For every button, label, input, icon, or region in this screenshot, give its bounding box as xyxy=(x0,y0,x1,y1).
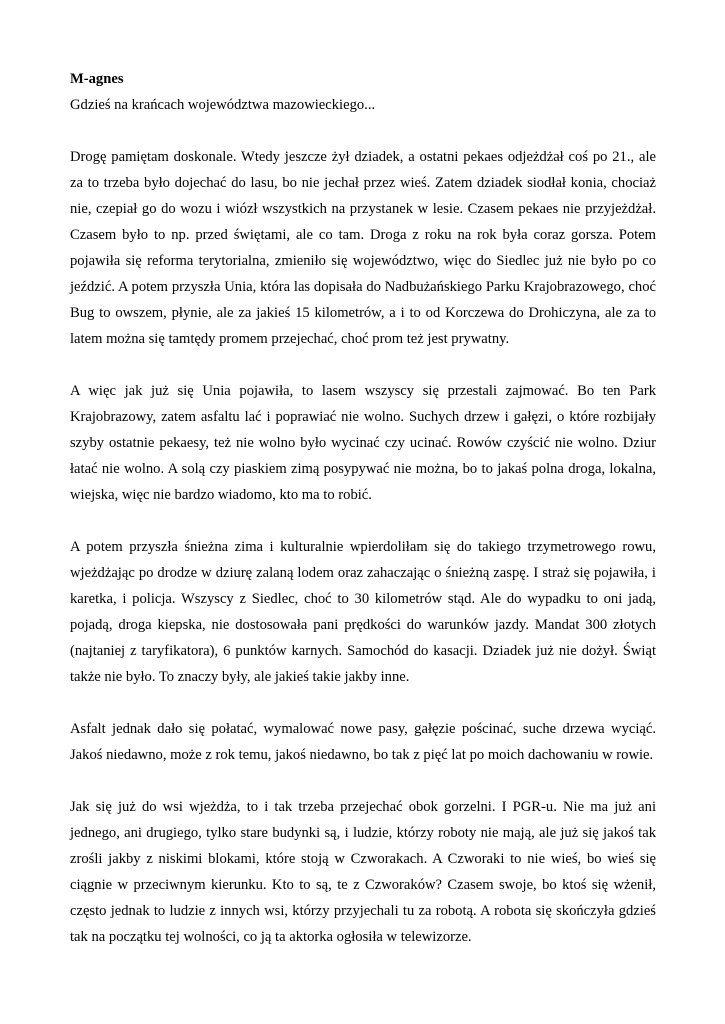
paragraph: Asfalt jednak dało się połatać, wymalować nowe pasy, gałęzie pościnać, suche drzewa wyciąć. Jakoś niedawno, może z rok temu, jakoś niedawno, bo tak z pięć lat po moich dachowaniu w rowie. xyxy=(70,721,656,763)
document-title: M-agnes xyxy=(70,71,124,87)
paragraph: A więc jak już się Unia pojawiła, to lasem wszyscy się przestali zajmować. Bo ten Park Krajobrazowy, zatem asfaltu lać i poprawiać nie wolno. Suchych drzew i gałęzi, o które rozbijały szyby ostatnie pekaesy, też nie wolno było wycinać czy ucinać. Rowów czyścić nie wolno. Dziur łatać nie wolno. A solą czy piaskiem zimą posypywać nie można, bo to jakaś polna droga, lokalna, wiejska, więc nie bardzo wiadomo, kto ma to robić. xyxy=(70,383,656,503)
paragraph: A potem przyszła śnieżna zima i kulturalnie wpierdoliłam się do takiego trzymetrowego rowu, wjeżdżając po drodze w dziurę zalaną lodem oraz zahaczając o śnieżną zaspę. I straż się pojawiła, i karetka, i policja. Wszyscy z Siedlec, choć to 30 kilometrów stąd. Ale do wypadku to oni jadą, pojadą, droga kiepska, nie dostosowała pani prędkości do warunków jazdy. Mandat 300 złotych (najtaniej z taryfikatora), 6 punktów karnych. Samochód do kasacji. Dziadek już nie dożył. Świąt także nie było. To znaczy były, ale jakieś takie jakby inne. xyxy=(70,539,656,685)
document-page xyxy=(70,66,656,976)
paragraph: Jak się już do wsi wjeżdża, to i tak trzeba przejechać obok gorzelni. I PGR-u. Nie ma już ani jednego, ani drugiego, tylko stare budynki są, i ludzie, którzy roboty nie mają, ale już się jakoś tak zrośli jakby z niskimi blokami, które stoją w Czworakach. A Czworaki to nie wieś, bo wieś się ciągnie w przeciwnym kierunku. Kto to są, te z Czworaków? Czasem swoje, bo ktoś się wżenił, często jednak to ludzie z innych wsi, którzy przyjechali tu za robotą. A robota się skończyła gdzieś tak na początku tej wolności, co ją ta aktorka ogłosiła w telewizorze. xyxy=(70,799,656,945)
paragraph: Drogę pamiętam doskonale. Wtedy jeszcze żył dziadek, a ostatni pekaes odjeżdżał coś po 21., ale za to trzeba było dojechać do lasu, bo nie jechał przez wieś. Zatem dziadek siodłał konia, chociaż nie, czepiał go do wozu i wiózł wszystkich na przystanek w lesie. Czasem pekaes nie przyjeżdżał. Czasem było to np. przed świętami, ale co tam. Droga z roku na rok była coraz gorsza. Potem pojawiła się reforma terytorialna, zmieniło się województwo, więc do Siedlec już nie było po co jeździć. A potem przyszła Unia, która las dopisała do Nadbużańskiego Parku Krajobrazowego, choć Bug to owszem, płynie, ale za jakieś 15 kilometrów, a i to od Korczewa do Drohiczyna, ale za to latem można się tamtędy promem przejechać, choć prom też jest prywatny. xyxy=(70,149,656,347)
document-subtitle: Gdzieś na krańcach województwa mazowieckiego... xyxy=(70,97,376,113)
